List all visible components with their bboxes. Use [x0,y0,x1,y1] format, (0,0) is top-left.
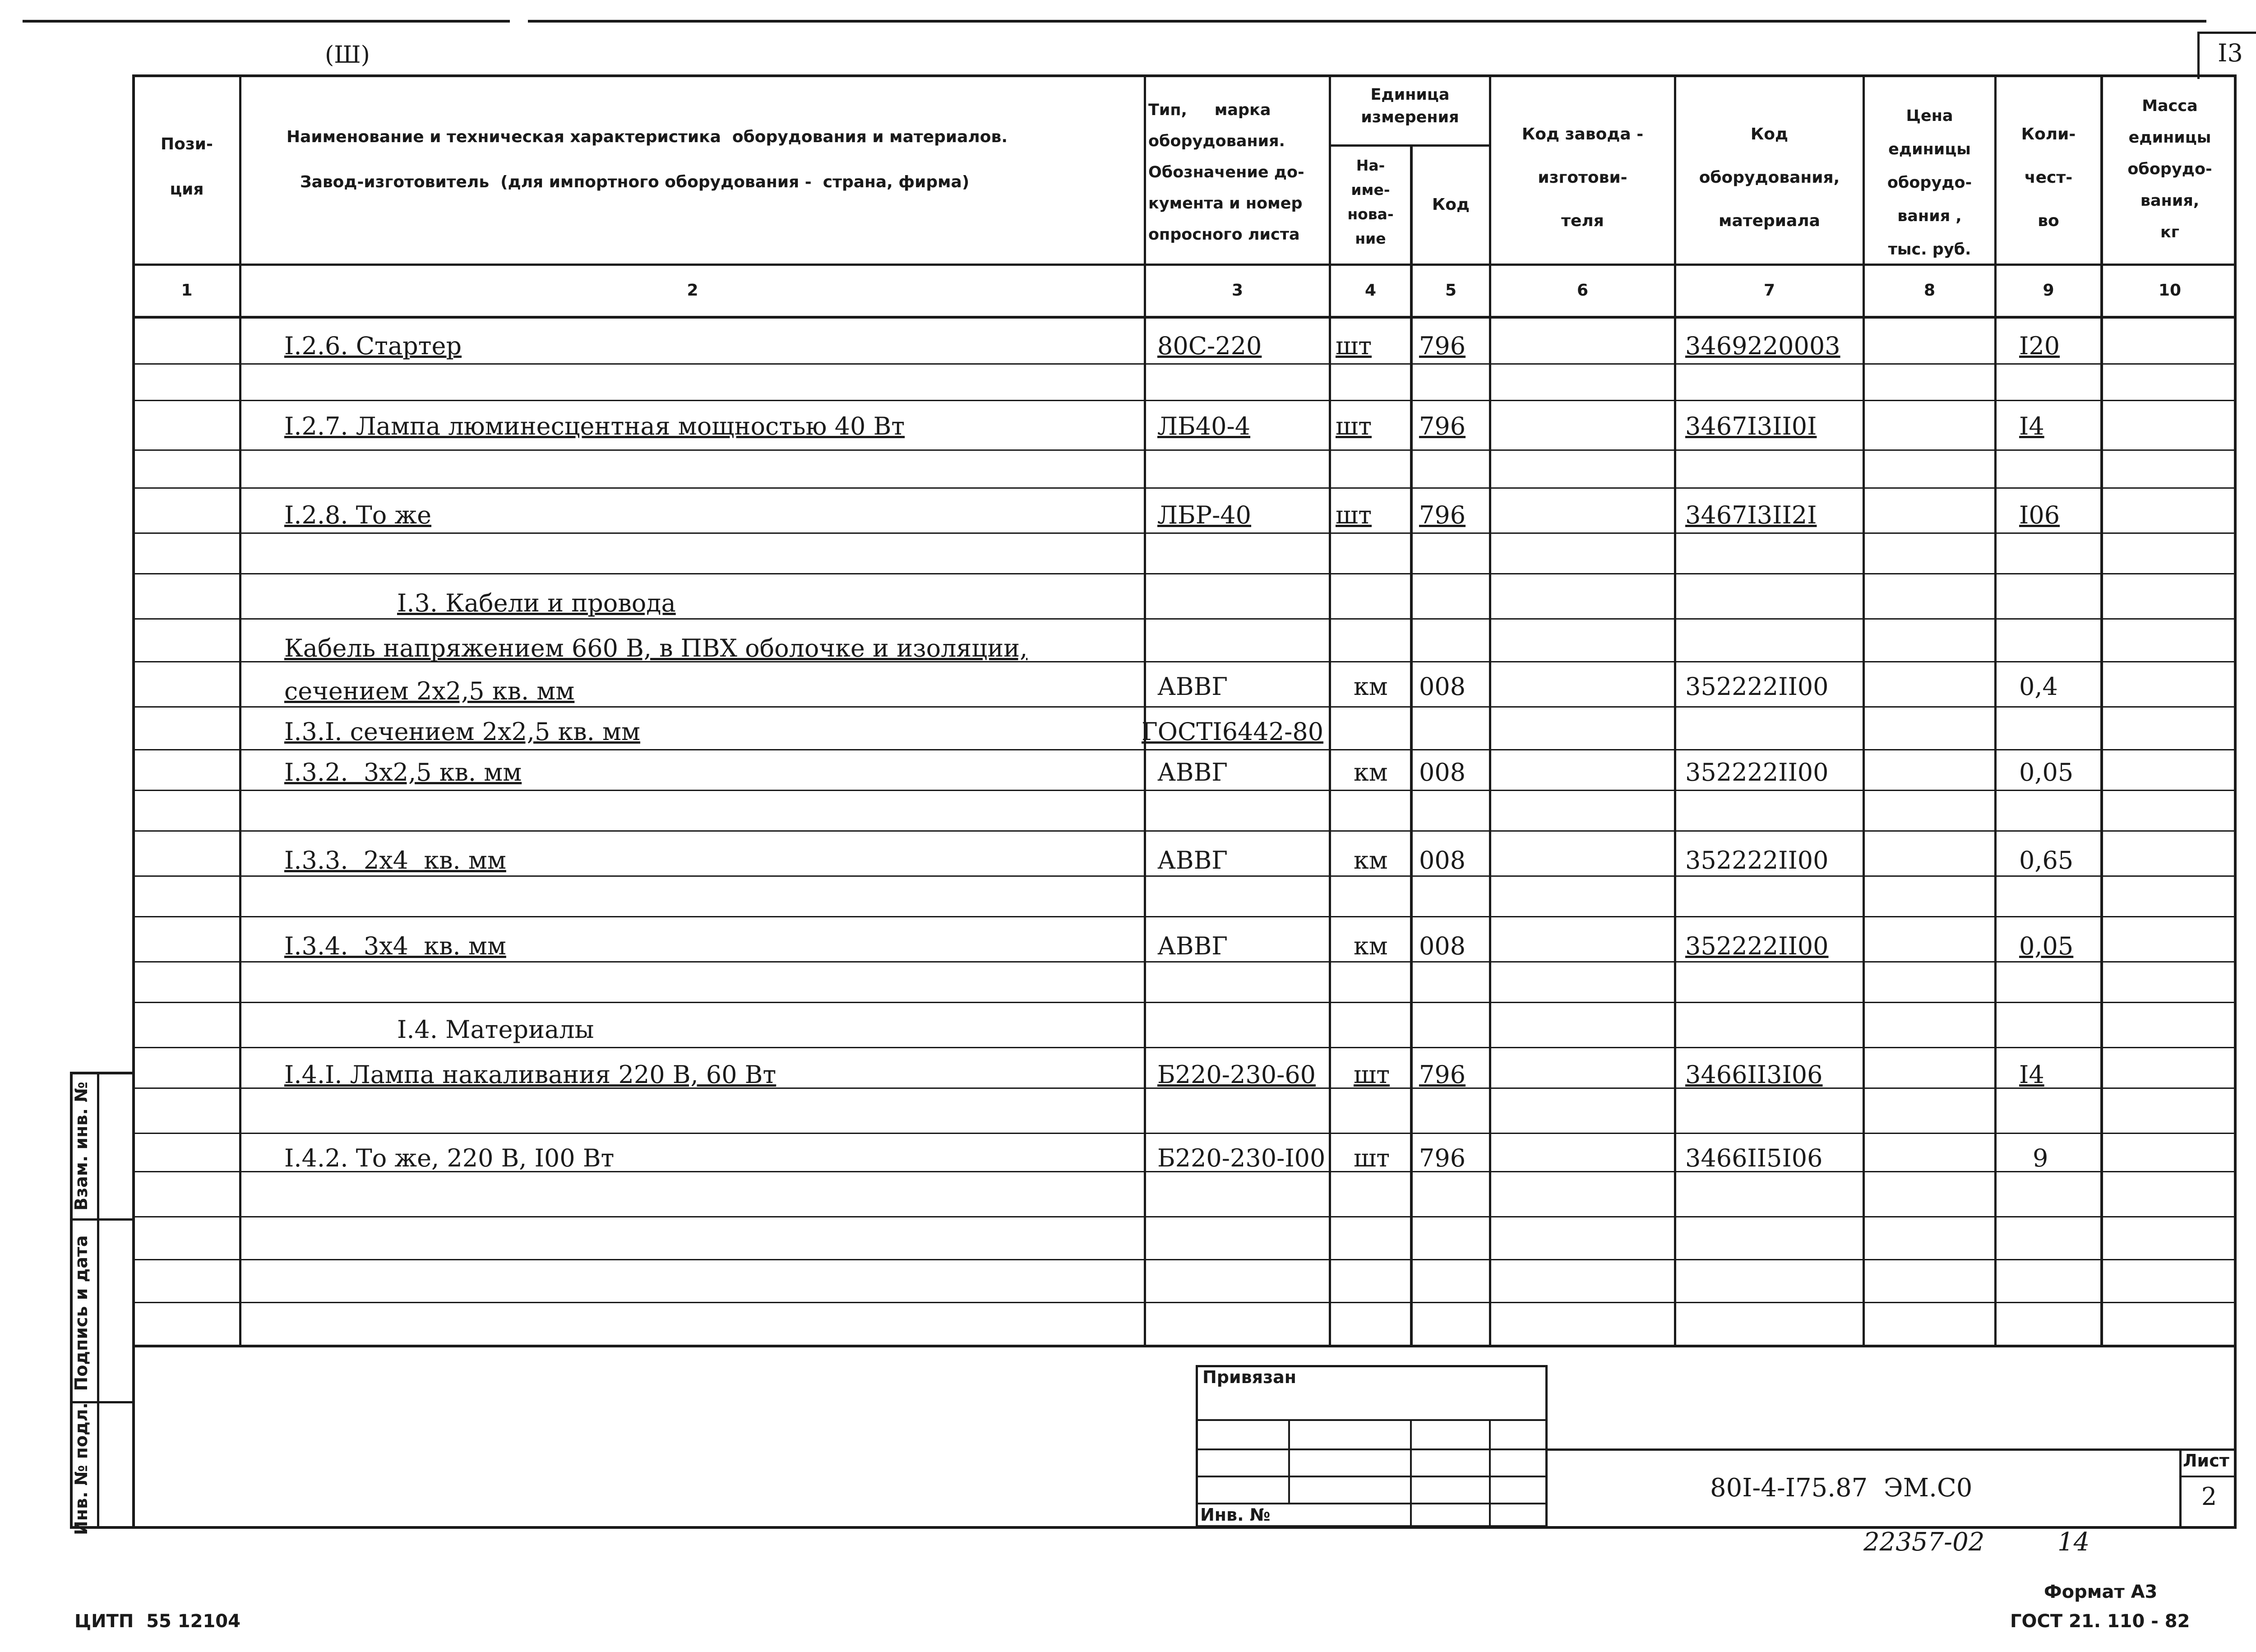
row-qty: I06 [2019,501,2060,529]
row-mat: 352222II00 [1685,672,1829,701]
gost-label: ГОСТ 21. 110 - 82 [2010,1611,2190,1632]
colnum-10: 10 [2158,281,2182,300]
header-col6: Код завода - изготови- теля [1521,125,1644,230]
row-name: I.4.2. То же, 220 В, I00 Вт [284,1144,615,1172]
header-col10: Масса единицы оборудо- вания, кг [2127,97,2212,241]
row-type: АВВГ [1157,758,1228,787]
stamp-attached-label: Привязан [1202,1367,1297,1387]
row-unit: шт [1354,1060,1390,1089]
sheet-number: 2 [2201,1482,2217,1511]
side-label-podpis: Подпись и дата [71,1235,91,1391]
side-label-vzam: Взам. инв. № [71,1082,91,1211]
row-code: 796 [1419,1060,1466,1089]
row-type: 80С-220 [1157,332,1262,360]
document-number: 80I-4-I75.87 ЭМ.С0 [1710,1473,1973,1503]
row-name: Кабель напряжением 660 В, в ПВХ оболочке и изоляции, [284,634,1028,662]
row-name: I.3. Кабели и провода [397,589,676,617]
row-code: 796 [1419,1144,1466,1172]
stamp-inv-label: Инв. № [1200,1505,1271,1525]
sheet-label: Лист [2183,1451,2229,1471]
left-code: ЦИТП 55 12104 [74,1611,240,1632]
header-col9: Коли- чест- во [2021,125,2076,230]
row-qty: I4 [2019,412,2044,440]
row-name: I.2.6. Стартер [284,332,462,360]
colnum-7: 7 [1763,281,1775,300]
row-unit: км [1354,846,1388,875]
row-type: АВВГ [1157,846,1228,875]
header-col4: На- име- нова- ние [1347,157,1394,247]
row-qty: 9 [2033,1144,2048,1172]
row-mat: 3466II3I06 [1685,1060,1823,1089]
row-qty: I20 [2019,332,2060,360]
row-mat: 352222II00 [1685,758,1829,787]
row-code: 008 [1419,672,1466,701]
row-unit: шт [1336,412,1372,440]
colnum-5: 5 [1445,281,1457,300]
row-qty: I4 [2019,1060,2044,1089]
header-col2-line2: Завод-изготовитель (для импортного оборудования - страна, фирма) [300,173,970,191]
row-name: I.3.2. 3х2,5 кв. мм [284,758,522,787]
row-mat: 3469220003 [1685,332,1840,360]
row-type: АВВГ [1157,672,1228,701]
row-unit: шт [1354,1144,1390,1172]
row-type: ЛБ40-4 [1157,412,1251,440]
row-mat: 352222II00 [1685,846,1829,875]
row-type: Б220-230-I00 [1157,1144,1326,1172]
row-qty: 0,4 [2019,672,2058,701]
row-mat: 3467I3II2I [1685,501,1817,529]
format-label: Формат А3 [2044,1582,2158,1602]
row-type: Б220-230-60 [1157,1060,1316,1089]
row-unit: км [1354,758,1388,787]
colnum-8: 8 [1923,281,1936,300]
row-qty: 0,65 [2019,846,2074,875]
row-name: I.4.I. Лампа накаливания 220 В, 60 Вт [284,1060,777,1089]
header-col1: Пози- ция [161,135,213,199]
side-label-inv-podl: Инв. № подл. [71,1402,91,1536]
row-mat: 352222II00 [1685,932,1829,960]
header-col8: Цена единицы оборудо- вания , тыс. руб. [1887,107,1972,259]
row-mat: 3466II5I06 [1685,1144,1823,1172]
colnum-6: 6 [1576,281,1589,300]
colnum-1: 1 [181,281,193,300]
handwritten-page: 14 [2057,1527,2090,1557]
row-name: сечением 2х2,5 кв. мм [284,677,575,705]
row-unit: км [1354,932,1388,960]
header-col5: Код [1432,195,1470,214]
row-name: I.2.8. То же [284,501,432,529]
row-name: I.4. Материалы [397,1015,594,1044]
row-code: 008 [1419,758,1466,787]
row-unit: км [1354,672,1388,701]
header-col3: Тип, марка оборудования. Обозначение до- кумента и номер опросного листа [1148,101,1304,244]
row-code: 796 [1419,412,1466,440]
colnum-4: 4 [1364,281,1377,300]
row-qty: 0,05 [2019,758,2074,787]
row-unit: шт [1336,501,1372,529]
row-name: I.3.4. 3х4 кв. мм [284,932,506,960]
row-code: 008 [1419,932,1466,960]
row-type: ЛБР-40 [1157,501,1252,529]
header-col2-line1: Наименование и техническая характеристика оборудования и материалов. [287,128,1008,146]
row-unit: шт [1336,332,1372,360]
row-code: 796 [1419,332,1466,360]
row-type: ГОСТI6442-80 [1142,717,1324,746]
row-code: 796 [1419,501,1466,529]
page-number: I3 [2218,39,2243,67]
colnum-3: 3 [1231,281,1244,300]
row-mat: 3467I3II0I [1685,412,1817,440]
row-qty: 0,05 [2019,932,2074,960]
row-code: 008 [1419,846,1466,875]
handwritten-number: 22357-02 [1863,1527,1985,1557]
header-unit-group: Единица измерения [1361,86,1459,126]
section-mark: (Ш) [325,42,370,69]
row-type: АВВГ [1157,932,1228,960]
colnum-9: 9 [2043,281,2054,300]
header-col7: Код оборудования, материала [1699,125,1840,230]
row-name: I.3.3. 2х4 кв. мм [284,846,506,875]
row-name: I.2.7. Лампа люминесцентная мощностью 40 Вт [284,412,905,440]
row-name: I.3.I. сечением 2х2,5 кв. мм [284,717,640,746]
colnum-2: 2 [687,281,698,300]
